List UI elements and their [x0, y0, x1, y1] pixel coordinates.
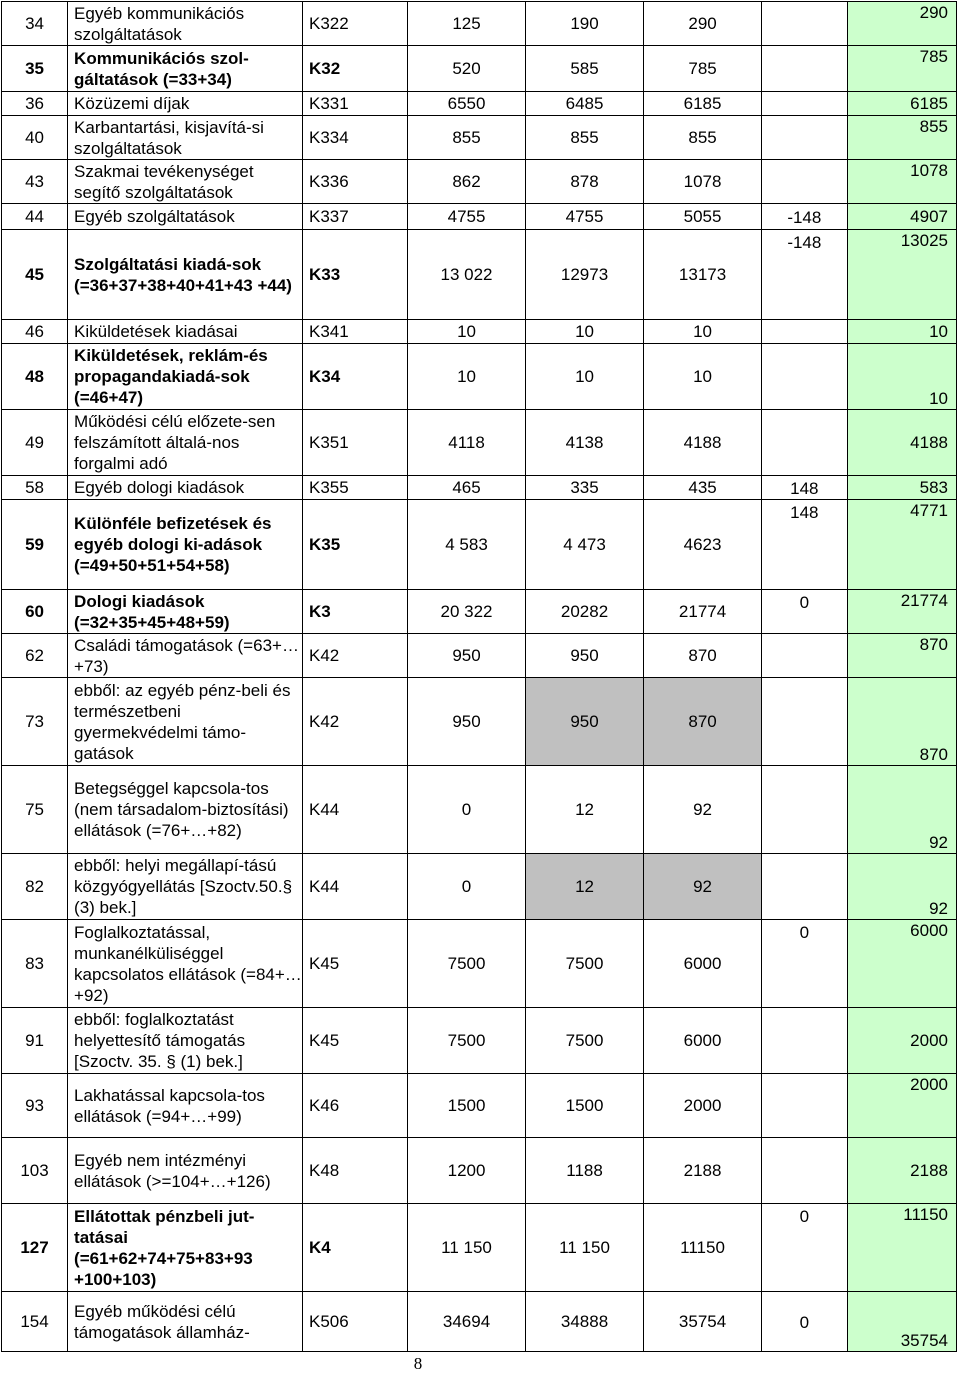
- modification-cell: [762, 204, 848, 230]
- value-1: 950: [408, 678, 526, 766]
- modification-cell: [762, 678, 848, 766]
- row-name: Különféle befizetések és egyéb dologi ki-adások (=49+50+51+54+58): [68, 500, 303, 590]
- row-number: 62: [2, 634, 68, 678]
- table-row: [2, 678, 957, 766]
- row-number: 58: [2, 476, 68, 500]
- final-value: 92: [929, 833, 948, 852]
- row-name: Kiküldetések kiadásai: [68, 320, 303, 344]
- final-value: 870: [919, 635, 948, 654]
- row-code: K44: [303, 766, 408, 854]
- modification-cell: [762, 92, 848, 116]
- value-1: 0: [408, 766, 526, 854]
- table-row: [2, 320, 957, 344]
- row-code: K3: [303, 590, 408, 634]
- value-3: 5055: [644, 204, 762, 230]
- row-code: K4: [303, 1204, 408, 1292]
- row-name: Dologi kiadások (=32+35+45+48+59): [68, 590, 303, 634]
- value-1: 125: [408, 2, 526, 46]
- modification-value: 148: [790, 478, 819, 498]
- table-row: [2, 1292, 957, 1352]
- value-2: 7500: [526, 920, 644, 1008]
- value-2: 7500: [526, 1008, 644, 1074]
- value-1: 950: [408, 634, 526, 678]
- table-row: [2, 766, 957, 854]
- value-3: 1078: [644, 160, 762, 204]
- value-3: 2000: [644, 1074, 762, 1138]
- final-cell: [847, 1204, 956, 1292]
- modification-cell: [762, 634, 848, 678]
- final-cell: [847, 1074, 956, 1138]
- table-row: [2, 2, 957, 46]
- final-cell: [847, 500, 956, 590]
- final-cell: [847, 766, 956, 854]
- modification-value: 0: [799, 1207, 810, 1226]
- final-cell: [847, 116, 956, 160]
- value-2: 4755: [526, 204, 644, 230]
- value-1: 13 022: [408, 230, 526, 320]
- final-value: 13025: [900, 231, 948, 250]
- value-3: 21774: [644, 590, 762, 634]
- table-row: [2, 160, 957, 204]
- value-1: 4755: [408, 204, 526, 230]
- value-2: 20282: [526, 590, 644, 634]
- value-1: 10: [408, 320, 526, 344]
- table-row: [2, 230, 957, 320]
- row-code: K337: [303, 204, 408, 230]
- final-value: 855: [919, 117, 948, 136]
- row-name: Családi támogatások (=63+…+73): [68, 634, 303, 678]
- final-value: 21774: [900, 591, 948, 610]
- value-3: 35754: [644, 1292, 762, 1352]
- row-number: 93: [2, 1074, 68, 1138]
- modification-value: 148: [790, 503, 819, 522]
- modification-cell: [762, 920, 848, 1008]
- final-cell: [847, 634, 956, 678]
- value-1: 7500: [408, 1008, 526, 1074]
- row-code: K44: [303, 854, 408, 920]
- row-code: K46: [303, 1074, 408, 1138]
- table-row: [2, 634, 957, 678]
- value-1: 0: [408, 854, 526, 920]
- row-code: K331: [303, 92, 408, 116]
- value-3: 4623: [644, 500, 762, 590]
- value-1: 862: [408, 160, 526, 204]
- row-code: K355: [303, 476, 408, 500]
- modification-cell: [762, 46, 848, 92]
- value-1: 4 583: [408, 500, 526, 590]
- final-value: 870: [919, 745, 948, 764]
- modification-cell: [762, 476, 848, 500]
- modification-cell: [762, 1008, 848, 1074]
- row-name: Lakhatással kapcsola-tos ellátások (=94+…+99): [68, 1074, 303, 1138]
- final-value: 11150: [903, 1205, 948, 1224]
- value-1: 465: [408, 476, 526, 500]
- row-number: 103: [2, 1138, 68, 1204]
- row-name: Szakmai tevékenységet segítő szolgáltatások: [68, 160, 303, 204]
- value-1: 11 150: [408, 1204, 526, 1292]
- row-name: ebből: helyi megállapí-tású közgyógyellátás [Szoctv.50.§ (3) bek.]: [68, 854, 303, 920]
- table-row: [2, 500, 957, 590]
- modification-cell: [762, 410, 848, 476]
- modification-cell: [762, 854, 848, 920]
- row-code: K336: [303, 160, 408, 204]
- value-1: 34694: [408, 1292, 526, 1352]
- value-3: 92: [644, 766, 762, 854]
- value-2: 585: [526, 46, 644, 92]
- value-3: 10: [644, 344, 762, 410]
- modification-value: -148: [787, 233, 822, 252]
- row-number: 127: [2, 1204, 68, 1292]
- value-1: 1200: [408, 1138, 526, 1204]
- row-number: 45: [2, 230, 68, 320]
- modification-cell: [762, 1204, 848, 1292]
- value-2: 34888: [526, 1292, 644, 1352]
- row-name: Közüzemi díjak: [68, 92, 303, 116]
- modification-cell: [762, 320, 848, 344]
- value-2: 11 150: [526, 1204, 644, 1292]
- value-1: 855: [408, 116, 526, 160]
- row-code: K341: [303, 320, 408, 344]
- final-cell: [847, 476, 956, 500]
- value-3: 13173: [644, 230, 762, 320]
- row-number: 154: [2, 1292, 68, 1352]
- row-code: K34: [303, 344, 408, 410]
- row-name: Kommunikációs szol-gáltatások (=33+34): [68, 46, 303, 92]
- final-value: 6000: [910, 921, 948, 940]
- value-2: 12: [526, 854, 644, 920]
- row-code: K506: [303, 1292, 408, 1352]
- table-row: [2, 344, 957, 410]
- row-number: 91: [2, 1008, 68, 1074]
- value-2: 1500: [526, 1074, 644, 1138]
- row-number: 73: [2, 678, 68, 766]
- modification-cell: [762, 500, 848, 590]
- modification-cell: [762, 344, 848, 410]
- row-name: Egyéb kommunikációs szolgáltatások: [68, 2, 303, 46]
- value-2: 12: [526, 766, 644, 854]
- final-value: 2188: [910, 1161, 948, 1180]
- table-row: [2, 1008, 957, 1074]
- row-number: 75: [2, 766, 68, 854]
- value-2: 190: [526, 2, 644, 46]
- final-value: 4188: [910, 433, 948, 452]
- row-name: Egyéb működési célú támogatások államház-: [68, 1292, 303, 1352]
- table-row: [2, 854, 957, 920]
- row-number: 46: [2, 320, 68, 344]
- modification-cell: [762, 1138, 848, 1204]
- final-value: 785: [919, 47, 948, 66]
- modification-value: 0: [799, 593, 810, 612]
- final-value: 2000: [910, 1031, 948, 1050]
- final-value: 583: [919, 478, 948, 497]
- final-value: 6185: [910, 94, 948, 113]
- row-name: Egyéb dologi kiadások: [68, 476, 303, 500]
- table-row: [2, 46, 957, 92]
- value-3: 6185: [644, 92, 762, 116]
- value-2: 950: [526, 678, 644, 766]
- final-cell: [847, 1008, 956, 1074]
- row-number: 35: [2, 46, 68, 92]
- value-2: 1188: [526, 1138, 644, 1204]
- modification-cell: [762, 1292, 848, 1352]
- row-number: 36: [2, 92, 68, 116]
- row-number: 59: [2, 500, 68, 590]
- row-code: K42: [303, 634, 408, 678]
- row-name: Egyéb nem intézményi ellátások (>=104+…+126): [68, 1138, 303, 1204]
- row-number: 43: [2, 160, 68, 204]
- final-cell: [847, 320, 956, 344]
- row-code: K334: [303, 116, 408, 160]
- table-row: [2, 204, 957, 230]
- table-row: [2, 92, 957, 116]
- modification-cell: [762, 1074, 848, 1138]
- table-row: [2, 920, 957, 1008]
- table-row: [2, 1074, 957, 1138]
- final-value: 2000: [910, 1075, 948, 1094]
- value-2: 335: [526, 476, 644, 500]
- value-1: 1500: [408, 1074, 526, 1138]
- row-number: 44: [2, 204, 68, 230]
- row-number: 40: [2, 116, 68, 160]
- value-2: 950: [526, 634, 644, 678]
- value-3: 11150: [644, 1204, 762, 1292]
- row-name: ebből: az egyéb pénz-beli és természetbeni gyermekvédelmi támo-gatások: [68, 678, 303, 766]
- final-cell: [847, 204, 956, 230]
- value-2: 10: [526, 344, 644, 410]
- value-3: 10: [644, 320, 762, 344]
- row-number: 83: [2, 920, 68, 1008]
- row-code: K35: [303, 500, 408, 590]
- row-number: 60: [2, 590, 68, 634]
- final-cell: [847, 590, 956, 634]
- row-code: K48: [303, 1138, 408, 1204]
- final-cell: [847, 678, 956, 766]
- final-cell: [847, 230, 956, 320]
- value-3: 855: [644, 116, 762, 160]
- modification-cell: [762, 590, 848, 634]
- modification-value: 0: [799, 1312, 810, 1332]
- budget-table: [1, 1, 957, 1352]
- row-name: Betegséggel kapcsola-tos (nem társadalom-biztosítási) ellátások (=76+…+82): [68, 766, 303, 854]
- row-code: K322: [303, 2, 408, 46]
- row-name: Szolgáltatási kiadá-sok (=36+37+38+40+41+43 +44): [68, 230, 303, 320]
- value-2: 878: [526, 160, 644, 204]
- value-1: 20 322: [408, 590, 526, 634]
- table-row: [2, 410, 957, 476]
- final-value: 4907: [910, 207, 948, 226]
- final-cell: [847, 920, 956, 1008]
- final-value: 10: [929, 322, 948, 341]
- value-3: 4188: [644, 410, 762, 476]
- final-value: 1078: [910, 161, 948, 180]
- value-2: 4138: [526, 410, 644, 476]
- final-cell: [847, 2, 956, 46]
- row-code: K45: [303, 920, 408, 1008]
- final-cell: [847, 854, 956, 920]
- value-2: 10: [526, 320, 644, 344]
- final-cell: [847, 46, 956, 92]
- value-1: 7500: [408, 920, 526, 1008]
- value-3: 870: [644, 678, 762, 766]
- row-name: Egyéb szolgáltatások: [68, 204, 303, 230]
- final-cell: [847, 1138, 956, 1204]
- row-code: K42: [303, 678, 408, 766]
- modification-value: 0: [799, 923, 810, 942]
- value-1: 4118: [408, 410, 526, 476]
- page-number: 8: [413, 1354, 423, 1373]
- final-value: 290: [919, 3, 948, 22]
- row-name: Ellátottak pénzbeli jut-tatásai (=61+62+74+75+83+93 +100+103): [68, 1204, 303, 1292]
- final-cell: [847, 92, 956, 116]
- value-1: 520: [408, 46, 526, 92]
- row-number: 82: [2, 854, 68, 920]
- final-value: 10: [929, 389, 948, 408]
- row-code: K45: [303, 1008, 408, 1074]
- value-3: 870: [644, 634, 762, 678]
- modification-cell: [762, 766, 848, 854]
- modification-value: -148: [787, 207, 822, 227]
- value-3: 6000: [644, 1008, 762, 1074]
- row-name: Működési célú előzete-sen felszámított általá-nos forgalmi adó: [68, 410, 303, 476]
- row-number: 49: [2, 410, 68, 476]
- final-cell: [847, 1292, 956, 1352]
- value-3: 6000: [644, 920, 762, 1008]
- row-number: 34: [2, 2, 68, 46]
- modification-cell: [762, 230, 848, 320]
- final-value: 35754: [900, 1331, 948, 1350]
- value-2: 855: [526, 116, 644, 160]
- value-1: 6550: [408, 92, 526, 116]
- final-cell: [847, 344, 956, 410]
- modification-cell: [762, 2, 848, 46]
- value-3: 92: [644, 854, 762, 920]
- final-cell: [847, 410, 956, 476]
- modification-cell: [762, 116, 848, 160]
- value-3: 2188: [644, 1138, 762, 1204]
- row-code: K351: [303, 410, 408, 476]
- row-name: ebből: foglalkoztatást helyettesítő támogatás [Szoctv. 35. § (1) bek.]: [68, 1008, 303, 1074]
- table-body: [2, 2, 957, 1352]
- modification-cell: [762, 160, 848, 204]
- row-name: Kiküldetések, reklám-és propagandakiadá-sok (=46+47): [68, 344, 303, 410]
- final-value: 92: [929, 899, 948, 918]
- row-name: Foglalkoztatással, munkanélküliséggel kapcsolatos ellátások (=84+…+92): [68, 920, 303, 1008]
- row-code: K32: [303, 46, 408, 92]
- value-1: 10: [408, 344, 526, 410]
- row-number: 48: [2, 344, 68, 410]
- table-row: [2, 590, 957, 634]
- row-code: K33: [303, 230, 408, 320]
- final-value: 4771: [910, 501, 948, 520]
- value-2: 4 473: [526, 500, 644, 590]
- row-name: Karbantartási, kisjavítá-si szolgáltatások: [68, 116, 303, 160]
- table-row: [2, 476, 957, 500]
- value-2: 6485: [526, 92, 644, 116]
- value-2: 12973: [526, 230, 644, 320]
- table-row: [2, 1138, 957, 1204]
- value-3: 435: [644, 476, 762, 500]
- table-row: [2, 116, 957, 160]
- value-3: 290: [644, 2, 762, 46]
- table-row: [2, 1204, 957, 1292]
- value-3: 785: [644, 46, 762, 92]
- final-cell: [847, 160, 956, 204]
